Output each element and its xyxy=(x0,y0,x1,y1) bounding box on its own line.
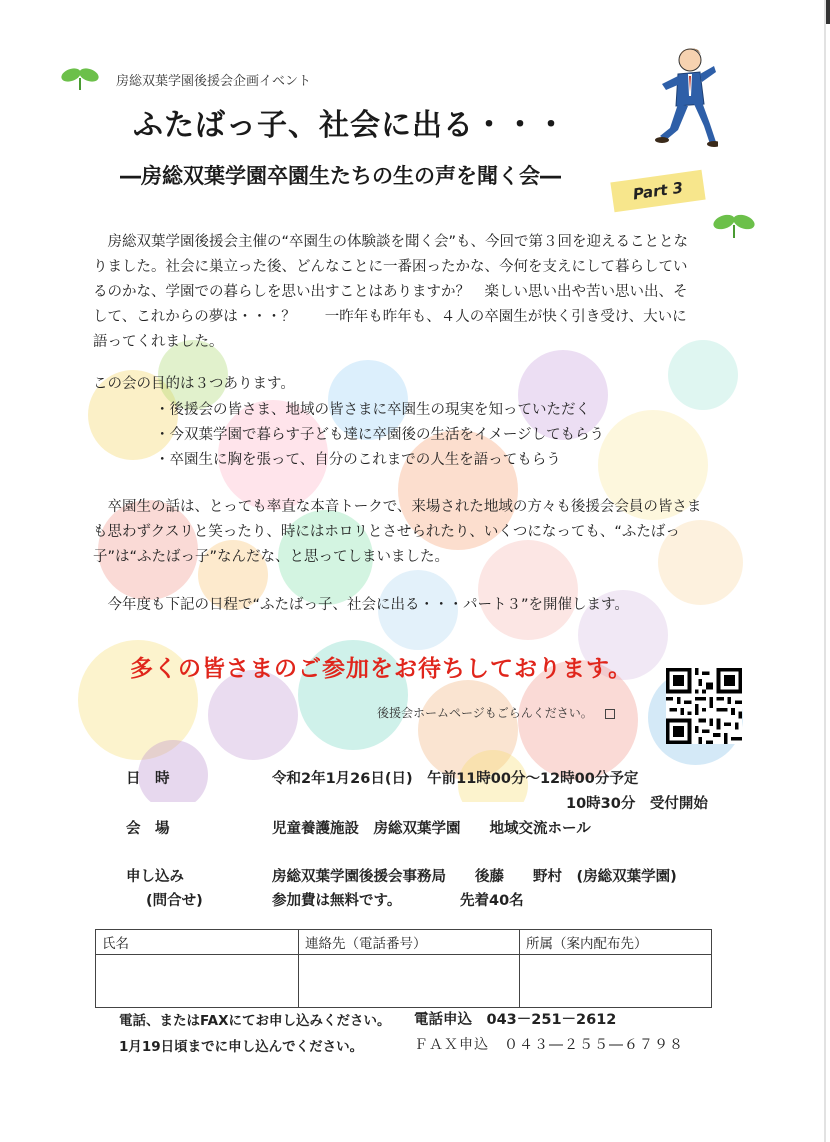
list-item: ・後援会の皆さま、地域の皆さまに卒園生の現実を知っていただく xyxy=(155,402,590,418)
apply-value: 房総双葉学園後援会事務局 後藤 野村 (房総双葉学園) xyxy=(272,869,677,885)
apply-method-note: 電話、またはFAXにてお申し込みください。 xyxy=(119,1013,391,1029)
deadline-note: 1月19日頃までに申し込んでください。 xyxy=(119,1039,364,1055)
date-label: 日 時 xyxy=(126,771,170,787)
name-field[interactable] xyxy=(96,955,299,1008)
running-man-illustration xyxy=(648,40,718,150)
reception-time: 10時30分 受付開始 xyxy=(566,796,708,812)
purpose-lead: この会の目的は３つあります。 xyxy=(93,376,295,392)
page-edge xyxy=(824,0,826,1142)
homepage-note[interactable] xyxy=(377,704,615,721)
date-value: 令和2年1月26日(日) 午前11時00分～12時00分予定 xyxy=(272,771,639,787)
sprout-icon xyxy=(60,64,100,90)
page-subtitle: ―房総双葉学園卒園生たちの生の声を聞く会― xyxy=(120,164,561,188)
intro-paragraph: 房総双葉学園後援会主催の“卒園生の体験談を聞く会”も、今回で第３回を迎えることとなりました。社会に巣立った後、どんなことに一番困ったかな、今何を支えにして暮らしているのかな、学園での暮らしを思い出すことはありますか？ 楽しい思い出や苦い思い出、そして、これからの夢は・・・？ 一昨年も昨年も、４人の卒園生が快く引き受け、大いに語ってくれました。 xyxy=(93,234,689,350)
page-edge-mark xyxy=(826,0,830,24)
contact-column-header: 連絡先（電話番号） xyxy=(299,930,520,955)
name-column-header: 氏名 xyxy=(96,930,299,955)
announce-paragraph: 今年度も下記の日程で“ふたばっ子、社会に出る・・・パート３”を開催します。 xyxy=(107,597,629,613)
affiliation-field[interactable] xyxy=(520,955,712,1008)
fax-number: ＦＡＸ申込 ０４３―２５５―６７９８ xyxy=(414,1037,684,1053)
venue-label: 会 場 xyxy=(126,821,170,837)
apply-label: 申し込み xyxy=(126,869,184,885)
qr-code[interactable] xyxy=(666,668,742,744)
affiliation-column-header: 所属（案内配布先） xyxy=(520,930,712,955)
phone-number: 電話申込 043－251－2612 xyxy=(414,1012,617,1028)
list-item: ・今双葉学園で暮らす子ども達に卒園後の生活をイメージしてもらう xyxy=(155,427,605,443)
story-paragraph: 卒園生の話は、とっても率直な本音トークで、来場された地域の方々も後援会会員の皆さまも思わずクスリと笑ったり、時にはホロリとさせられたり、いくつになっても、“ふたばっ子”は“ふたばっ子”なんだな、と思ってしまいました。 xyxy=(93,499,702,565)
call-to-action: 多くの皆さまのご参加をお待ちしております。 xyxy=(130,656,633,682)
homepage-note-text: 後援会ホームページもごらんください。 xyxy=(377,706,593,720)
application-form-table xyxy=(95,929,712,1008)
capacity-note: 先着40名 xyxy=(460,893,524,909)
part-badge: Part 3 xyxy=(610,170,705,213)
purpose-list xyxy=(155,398,604,473)
contact-field[interactable] xyxy=(299,955,520,1008)
inquiry-label: (問合せ) xyxy=(146,893,203,909)
page-title: ふたばっ子、社会に出る・・・ xyxy=(133,108,567,143)
link-icon xyxy=(605,709,615,719)
venue-value: 児童養護施設 房総双葉学園 地域交流ホール xyxy=(272,821,591,837)
fee-note: 参加費は無料です。 xyxy=(272,893,402,909)
organizer-label: 房総双葉学園後援会企画イベント xyxy=(116,74,312,89)
sprout-icon xyxy=(712,210,756,238)
table-row xyxy=(96,955,712,1008)
list-item: ・卒園生に胸を張って、自分のこれまでの人生を語ってもらう xyxy=(155,452,561,468)
table-header-row xyxy=(96,930,712,955)
